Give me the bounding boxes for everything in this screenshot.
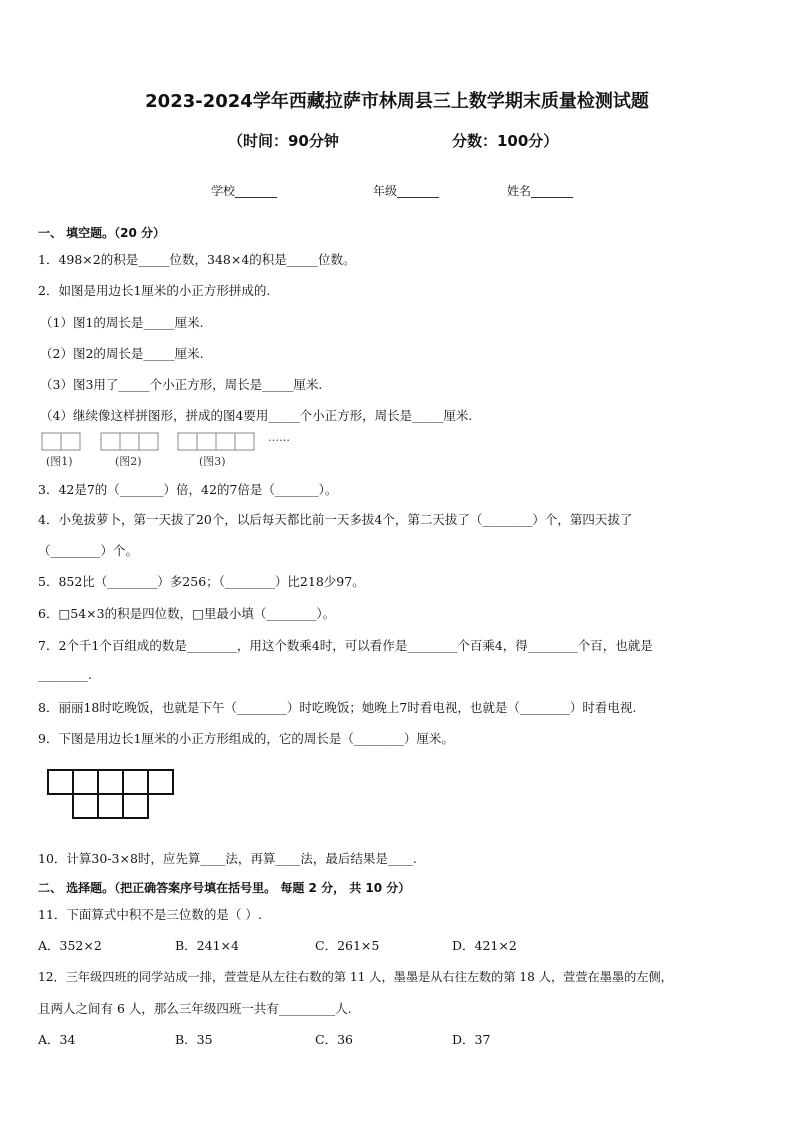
question-6: 6．□54×3的积是四位数，□里最小填（________）。 bbox=[38, 606, 336, 621]
bottom-row-square bbox=[123, 794, 148, 818]
top-row-square bbox=[73, 770, 98, 794]
question-2-1: （1）图1的周长是_____厘米. bbox=[40, 315, 204, 330]
question-9: 9．下图是用边长1厘米的小正方形组成的，它的周长是（________）厘米。 bbox=[38, 731, 454, 746]
question-12-line1: 12．三年级四班的同学站成一排，萱萱是从左往右数的第 11 人，墨墨是从右往左数的第 18 人，萱萱在墨墨的左侧， bbox=[38, 970, 673, 984]
q12-option-c: C．36 bbox=[315, 1032, 353, 1047]
fig2-square bbox=[120, 433, 139, 450]
question-10: 10．计算30-3×8时，应先算____法，再算____法，最后结果是____. bbox=[38, 851, 417, 866]
section1-heading: 一、 填空题。（20 分） bbox=[38, 226, 166, 240]
q11-option-c: C．261×5 bbox=[315, 938, 380, 953]
question-7-line2: ________. bbox=[38, 667, 92, 682]
q11-option-d: D．421×2 bbox=[452, 938, 517, 953]
figure-2-label: (图2) bbox=[115, 455, 142, 468]
fig3-square bbox=[197, 433, 216, 450]
top-row-square bbox=[148, 770, 173, 794]
fig3-square bbox=[235, 433, 254, 450]
top-row-square bbox=[48, 770, 73, 794]
question-2-3: （3）图3用了_____个小正方形，周长是_____厘米. bbox=[40, 377, 323, 392]
q12-option-b: B．35 bbox=[175, 1032, 213, 1047]
fig1-square bbox=[42, 433, 61, 450]
exam-title: 2023-2024学年西藏拉萨市林周县三上数学期末质量检测试题 bbox=[145, 91, 649, 112]
grade-field: 年级_______ bbox=[373, 184, 440, 198]
exam-time: （时间：90分钟 bbox=[228, 132, 339, 150]
question-2: 2．如图是用边长1厘米的小正方形拼成的. bbox=[38, 283, 271, 298]
q11-option-a: A．352×2 bbox=[38, 938, 102, 953]
fig1-square bbox=[61, 433, 80, 450]
question-8: 8．丽丽18时吃晚饭，也就是下午（________）时吃晚饭；她晚上7时看电视，也就是（________）时看电视. bbox=[38, 700, 637, 715]
q12-option-a: A．34 bbox=[38, 1032, 76, 1047]
section2-heading: 二、 选择题。（把正确答案序号填在括号里。 每题 2 分， 共 10 分） bbox=[38, 881, 411, 895]
question-2-4: （4）继续像这样拼图形，拼成的图4要用_____个小正方形，周长是_____厘米. bbox=[40, 408, 473, 423]
figure-3-label: (图3) bbox=[199, 455, 226, 468]
fig2-square bbox=[101, 433, 120, 450]
bottom-row-square bbox=[98, 794, 123, 818]
question-11: 11．下面算式中积不是三位数的是（ ）. bbox=[38, 907, 262, 922]
question-5: 5．852比（________）多256；（________）比218少97。 bbox=[38, 574, 365, 589]
question-4-line1: 4．小兔拔萝卜，第一天拔了20个，以后每天都比前一天多拔4个，第二天拔了（________）个，第四天拔了 bbox=[38, 512, 633, 527]
bottom-row-square bbox=[73, 794, 98, 818]
question-1: 1．498×2的积是_____位数，348×4的积是_____位数。 bbox=[38, 252, 356, 267]
question-12-line2: 且两人之间有 6 人，那么三年级四班一共有_________人. bbox=[38, 1001, 352, 1016]
fig2-square bbox=[139, 433, 158, 450]
question-4-line2: （________）个。 bbox=[38, 543, 139, 558]
school-field: 学校_______ bbox=[211, 184, 278, 198]
question-7-line1: 7．2个千1个百组成的数是________，用这个数乘4时，可以看作是________个百乘4，得________个百，也就是 bbox=[38, 638, 653, 653]
question-2-2: （2）图2的周长是_____厘米. bbox=[40, 346, 204, 361]
figure-continuation-dots: …… bbox=[268, 431, 290, 444]
q12-option-d: D．37 bbox=[452, 1032, 491, 1047]
top-row-square bbox=[123, 770, 148, 794]
name-field: 姓名_______ bbox=[507, 184, 574, 198]
exam-score: 分数：100分） bbox=[452, 132, 559, 150]
figure-1-label: (图1) bbox=[46, 455, 73, 468]
fig3-square bbox=[216, 433, 235, 450]
q11-option-b: B．241×4 bbox=[175, 938, 239, 953]
question-3: 3．42是7的（_______）倍，42的7倍是（_______）。 bbox=[38, 482, 338, 497]
top-row-square bbox=[98, 770, 123, 794]
question-9-figure bbox=[46, 768, 178, 822]
fig3-square bbox=[178, 433, 197, 450]
